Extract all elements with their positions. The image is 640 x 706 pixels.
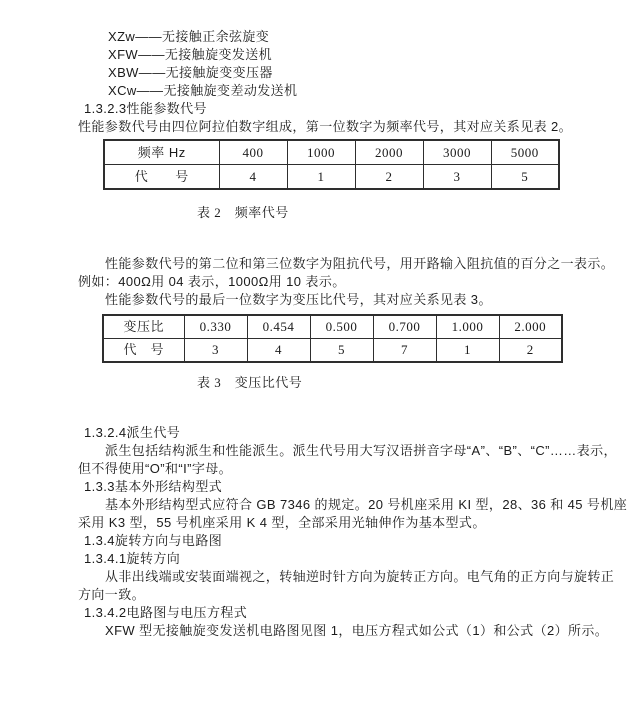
paragraph-derivation-line2: 但不得使用“O”和“I”字母。	[78, 461, 233, 476]
table-2-caption: 表 2 频率代号	[197, 205, 289, 220]
frequency-code-table	[103, 139, 560, 190]
table-cell: 1.000	[436, 315, 499, 339]
table-cell: 3000	[423, 140, 491, 165]
table-row-code	[103, 339, 562, 363]
table-cell: 0.700	[373, 315, 436, 339]
row-label-ratio: 变压比	[103, 315, 184, 339]
heading-1-3-4-1: 1.3.4.1旋转方向	[84, 551, 181, 566]
paragraph-impedance-line2: 例如：400Ω用 04 表示，1000Ω用 10 表示。	[78, 274, 346, 289]
table-cell: 2	[499, 339, 562, 363]
table-cell: 4	[219, 165, 287, 190]
paragraph-structure-line1: 基本外形结构型式应符合 GB 7346 的规定。20 号机座采用 KI 型，28、36 和 45 号机座	[105, 497, 628, 512]
table-cell: 0.500	[310, 315, 373, 339]
table-cell: 5	[491, 165, 559, 190]
heading-1-3-4-2: 1.3.4.2电路图与电压方程式	[84, 605, 248, 620]
paragraph-rotation-line2: 方向一致。	[78, 587, 146, 602]
heading-1-3-2-4: 1.3.2.4派生代号	[84, 425, 181, 440]
paragraph-rotation-line1: 从非出线端或安装面端视之，转轴逆时针方向为旋转正方向。电气角的正方向与旋转正	[105, 569, 615, 584]
abbreviation-item-xcw: XCw——无接触旋变差动发送机	[108, 83, 298, 98]
ratio-code-table	[102, 314, 563, 363]
abbreviation-item-xfw: XFW——无接触旋变发送机	[108, 47, 273, 62]
table-cell: 400	[219, 140, 287, 165]
table-row-ratio	[103, 315, 562, 339]
table-cell: 1	[287, 165, 355, 190]
row-label-frequency: 频率 Hz	[104, 140, 219, 165]
heading-1-3-2-3: 1.3.2.3性能参数代号	[84, 101, 207, 116]
table-3-caption: 表 3 变压比代号	[197, 375, 303, 390]
table-row-frequency	[104, 140, 559, 165]
heading-1-3-3: 1.3.3基本外形结构型式	[84, 479, 223, 494]
table-cell: 1	[436, 339, 499, 363]
table-cell: 2000	[355, 140, 423, 165]
row-label-code: 代 号	[103, 339, 184, 363]
paragraph-structure-line2: 采用 K3 型，55 号机座采用 K 4 型，全部采用光轴伸作为基本型式。	[78, 515, 486, 530]
table-cell: 2	[355, 165, 423, 190]
table-cell: 5000	[491, 140, 559, 165]
paragraph-ratio-line: 性能参数代号的最后一位数字为变压比代号，其对应关系见表 3。	[105, 292, 492, 307]
row-label-code: 代 号	[104, 165, 219, 190]
table-cell: 7	[373, 339, 436, 363]
table-cell: 1000	[287, 140, 355, 165]
paragraph-frequency-intro: 性能参数代号由四位阿拉伯数字组成，第一位数字为频率代号，其对应关系见表 2。	[78, 119, 573, 134]
table-cell: 0.330	[184, 315, 247, 339]
paragraph-derivation-line1: 派生包括结构派生和性能派生。派生代号用大写汉语拼音字母“A”、“B”、“C”……表示，	[105, 443, 617, 458]
paragraph-circuit-line1: XFW 型无接触旋变发送机电路图见图 1，电压方程式如公式（1）和公式（2）所示。	[105, 623, 609, 638]
table-cell: 4	[247, 339, 310, 363]
table-cell: 5	[310, 339, 373, 363]
table-cell: 2.000	[499, 315, 562, 339]
table-row-code	[104, 165, 559, 190]
table-cell: 3	[423, 165, 491, 190]
heading-1-3-4: 1.3.4旋转方向与电路图	[84, 533, 223, 548]
abbreviation-item-xzw: XZw——无接触正余弦旋变	[108, 29, 270, 44]
table-cell: 0.454	[247, 315, 310, 339]
table-cell: 3	[184, 339, 247, 363]
abbreviation-item-xbw: XBW——无接触旋变变压器	[108, 65, 273, 80]
paragraph-impedance-line1: 性能参数代号的第二位和第三位数字为阻抗代号，用开路输入阻抗值的百分之一表示。	[105, 256, 615, 271]
